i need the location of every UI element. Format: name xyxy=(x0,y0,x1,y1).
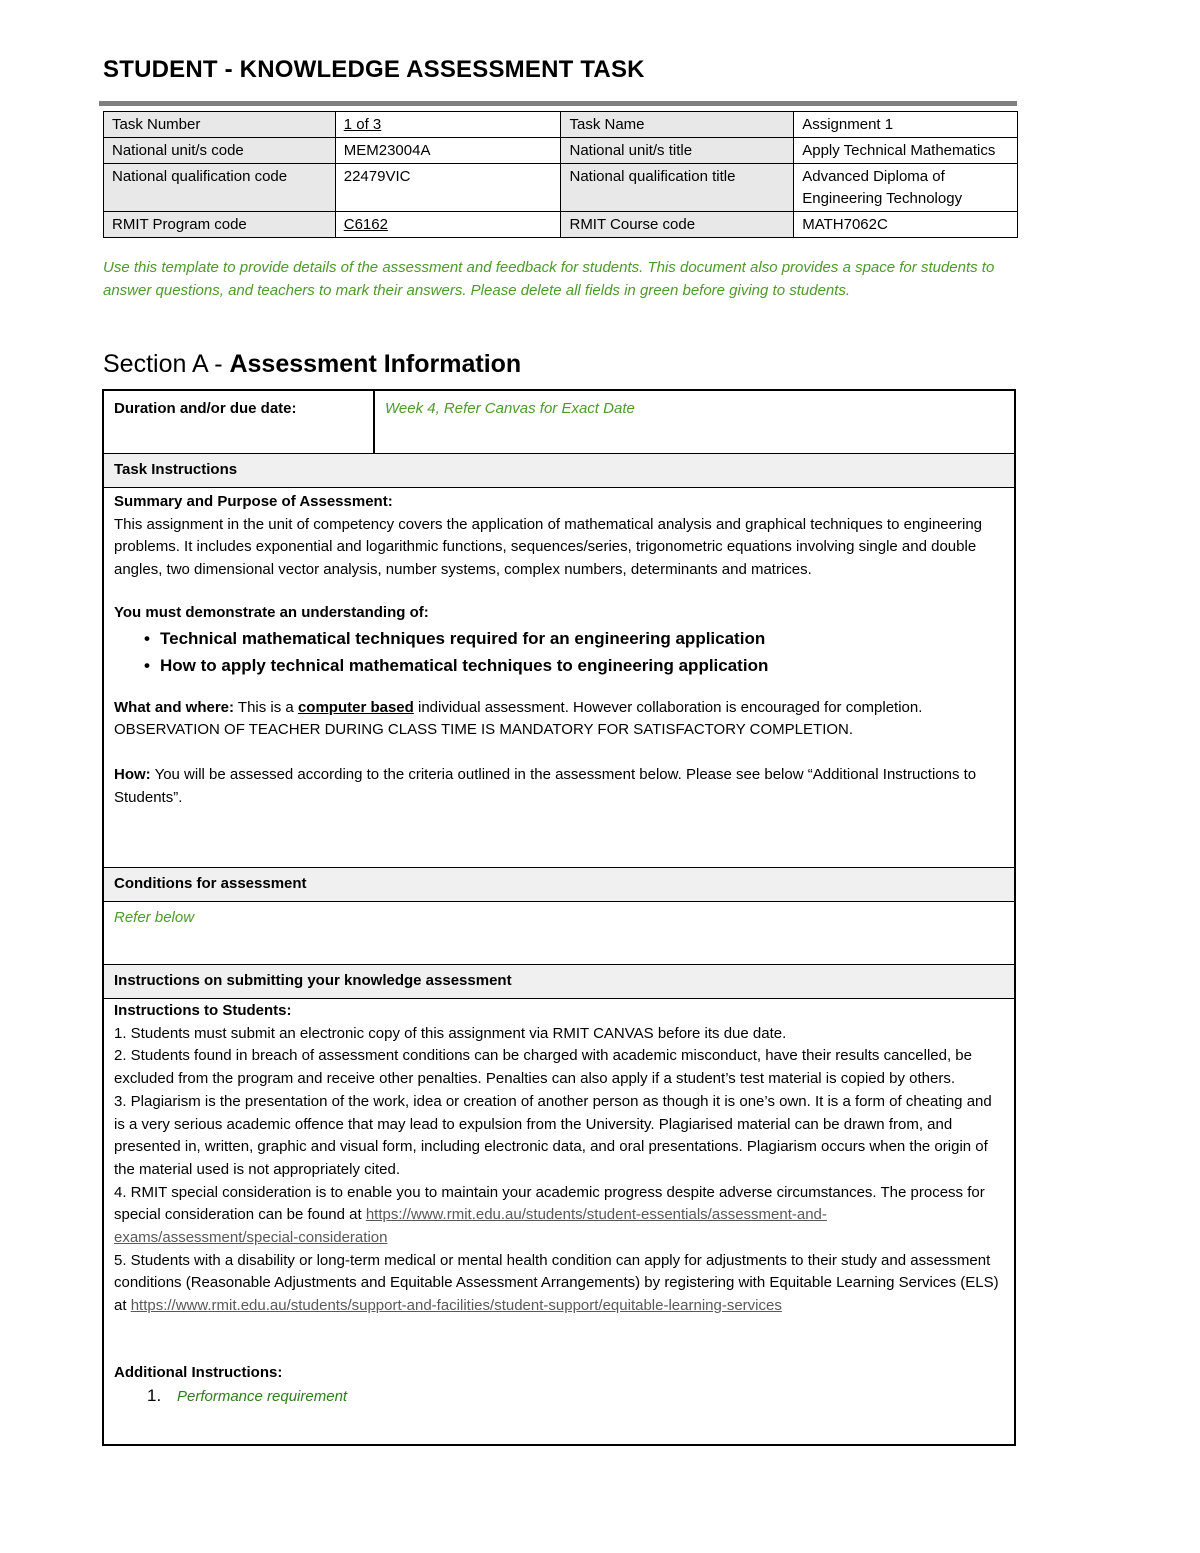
program-code-value: C6162 xyxy=(335,212,561,238)
table-row xyxy=(104,212,1018,238)
table-row xyxy=(104,164,1018,212)
conditions-value: Refer below xyxy=(114,909,195,926)
unit-code-value: MEM23004A xyxy=(335,138,561,164)
submission-body xyxy=(104,1000,1014,1408)
understanding-list xyxy=(114,625,1004,679)
equitable-learning-link[interactable]: https://www.rmit.edu.au/students/support-and-facilities/student-support/equitable-learning-services xyxy=(130,1297,782,1315)
task-info-table xyxy=(103,111,1018,238)
qualification-code-label: National qualification code xyxy=(104,164,336,212)
instruction-item-1: 1. Students must submit an electronic copy of this assignment via RMIT CANVAS before its due date. xyxy=(114,1024,787,1042)
task-name-value: Assignment 1 xyxy=(794,112,1018,138)
task-name-label: Task Name xyxy=(561,112,794,138)
instruction-item-5: 5. Students with a disability or long-term medical or mental health condition can apply for adjustments to their study and assessment conditions (Reasonable Adjustments and Equitable Assessment Arrangements) by registering with Equitable Learning Services (ELS) at https://www.rmit.edu.au/students/support-and-facilities/student-support/equitable-learning-services xyxy=(114,1251,999,1315)
course-code-label: RMIT Course code xyxy=(561,212,794,238)
additional-item: 1. Performance requirement xyxy=(147,1385,348,1405)
students-instructions-heading: Instructions to Students: xyxy=(114,1002,292,1019)
title-rule xyxy=(99,101,1017,106)
qualification-title-value: Advanced Diploma of Engineering Technology xyxy=(794,164,1018,212)
qualification-title-label: National qualification title xyxy=(561,164,794,212)
list-item: • Technical mathematical techniques required for an engineering application xyxy=(114,625,1004,652)
instruction-item-3: 3. Plagiarism is the presentation of the work, idea or creation of another person as though it is one’s own. It is a form of cheating and is a very serious academic offence that may lead to expulsion from the University. Plagiarised material can be drawn from, and presented in, written, graphic and visual form, including electronic data, and oral presentations. Plagiarism occurs when the origin of the material used is not appropriately cited. xyxy=(114,1092,992,1178)
due-date-value: Week 4, Refer Canvas for Exact Date xyxy=(385,400,635,417)
table-row xyxy=(104,112,1018,138)
conditions-header: Conditions for assessment xyxy=(104,867,1014,902)
template-note: Use this template to provide details of the assessment and feedback for students. This document also provides a space for students to answer questions, and teachers to mark their answers. Please delete all fields in green before giving to students. xyxy=(103,259,995,299)
due-date-row xyxy=(104,391,1014,453)
task-number-value: 1 of 3 xyxy=(335,112,561,138)
task-instructions-body xyxy=(104,491,1014,809)
instruction-item-4: 4. RMIT special consideration is to enable you to maintain your academic progress despite adverse circumstances. The process for special consideration can be found at https://www.rmit.edu.au/students/student-essentials/assessment-and-exams/assessment/special-consideration xyxy=(114,1183,985,1247)
table-row xyxy=(104,138,1018,164)
how-paragraph: How: You will be assessed according to the criteria outlined in the assessment below. Please see below “Additional Instructions to Students”. xyxy=(114,765,977,806)
what-where-paragraph: What and where: This is a computer based individual assessment. However collaboration is encouraged for completion. OBSERVATION OF TEACHER DURING CLASS TIME IS MANDATORY FOR SATISFACTORY COMPLETION. xyxy=(114,698,923,739)
course-code-value: MATH7062C xyxy=(794,212,1018,238)
page-title: STUDENT - KNOWLEDGE ASSESSMENT TASK xyxy=(103,56,645,83)
section-a-title: Section A - Assessment Information xyxy=(103,350,522,378)
task-number-label: Task Number xyxy=(104,112,336,138)
submission-header: Instructions on submitting your knowledge assessment xyxy=(104,964,1014,999)
special-consideration-link[interactable]: https://www.rmit.edu.au/students/student-essentials/assessment-and-exams/assessment/special-consideration xyxy=(114,1206,827,1247)
assessment-info-box xyxy=(102,389,1016,1446)
list-item: • How to apply technical mathematical techniques to engineering application xyxy=(114,652,1004,679)
due-date-label: Duration and/or due date: xyxy=(114,400,297,417)
program-code-label: RMIT Program code xyxy=(104,212,336,238)
unit-title-label: National unit/s title xyxy=(561,138,794,164)
additional-instructions-heading: Additional Instructions: xyxy=(114,1363,283,1381)
unit-title-value: Apply Technical Mathematics xyxy=(794,138,1018,164)
unit-code-label: National unit/s code xyxy=(104,138,336,164)
task-instructions-header: Task Instructions xyxy=(104,453,1014,488)
qualification-code-value: 22479VIC xyxy=(335,164,561,212)
summary-text: This assignment in the unit of competency covers the application of mathematical analysis and graphical techniques to engineering problems. It includes exponential and logarithmic functions, sequences/series, trigonometric equations involving single and double angles, two dimensional vector analysis, number systems, complex numbers, determinants and matrices. xyxy=(114,515,983,579)
summary-heading: Summary and Purpose of Assessment: xyxy=(114,493,393,510)
instruction-item-2: 2. Students found in breach of assessment conditions can be charged with academic misconduct, have their results cancelled, be excluded from the program and receive other penalties. Penalties can also apply if a student’s test material is copied by others. xyxy=(114,1047,972,1088)
understanding-heading: You must demonstrate an understanding of: xyxy=(114,603,429,621)
